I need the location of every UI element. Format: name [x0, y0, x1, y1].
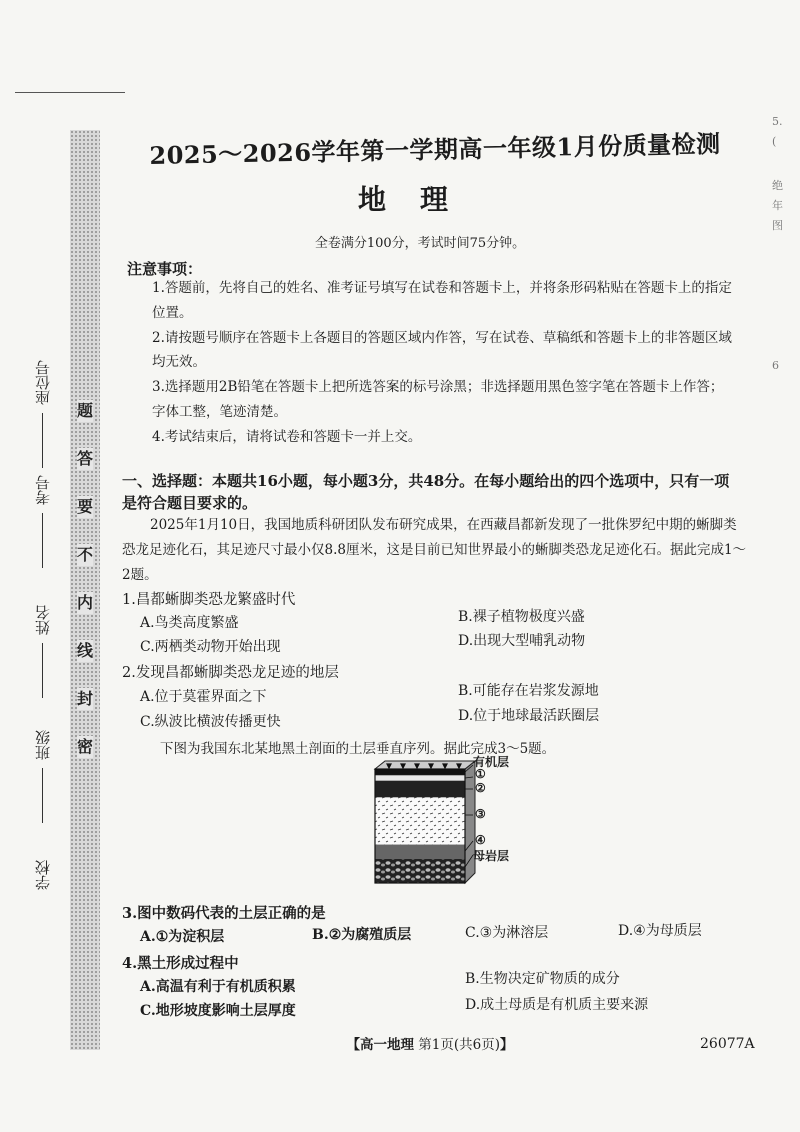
question-1-option-b[interactable]: B.裸子植物极度兴盛 [458, 609, 585, 625]
soil-profile-figure [365, 755, 525, 895]
seat-number-label: 座位号 [33, 360, 52, 405]
next-page-edge [772, 112, 800, 376]
edge-text: 绝 [772, 179, 783, 192]
question-1-option-c[interactable]: C.两栖类动物开始出现 [140, 639, 281, 655]
passage-2: 下图为我国东北某地黑土剖面的土层垂直序列。据此完成3～5题。 [160, 741, 556, 757]
fill-line [42, 513, 43, 568]
class-field[interactable] [28, 730, 56, 823]
soil-profile-diagram [365, 755, 525, 895]
seal-char: 不 [76, 545, 93, 564]
question-3-option-a[interactable]: A.①为淀积层 [140, 929, 225, 945]
footer-bracket: 】 [500, 1037, 514, 1053]
notes-list [152, 276, 734, 450]
exam-number-field[interactable] [28, 475, 56, 568]
question-1-option-d[interactable]: D.出现大型哺乳动物 [458, 633, 586, 649]
note-item: 3.选择题用2B铅笔在答题卡上把所选答案的标号涂黑；非选择题用黑色签字笔在答题卡上作答；字体工整，笔迹清楚。 [152, 379, 724, 420]
question-4-option-c[interactable]: C.地形坡度影响土层厚度 [140, 1003, 296, 1019]
question-3-stem: 3.图中数码代表的土层正确的是 [122, 905, 326, 922]
label-2: ② [475, 781, 486, 795]
edge-text: 年 [772, 199, 783, 212]
bedrock-layer [375, 859, 465, 883]
passage-1: 2025年1月10日，我国地质科研团队发布研究成果，在西藏昌都新发现了一批侏罗纪中期的蜥脚类恐龙足迹化石，其足迹尺寸最小仅8.8厘米，这是目前已知世界最小的蜥脚类恐龙足迹化石。据此完成1～2题。 [122, 517, 747, 583]
seal-char: 封 [76, 689, 93, 708]
seat-number-field[interactable] [28, 360, 56, 468]
binding-seal-text [72, 400, 98, 758]
name-field[interactable] [28, 605, 56, 698]
seal-char: 答 [76, 449, 93, 468]
label-3: ③ [475, 807, 486, 821]
seal-char: 内 [76, 593, 93, 612]
label-bedrock: 母岩层 [473, 849, 510, 863]
section-heading: 一、选择题：本题共16小题，每小题3分，共48分。在每小题给出的四个选项中，只有一项是符合题目要求的。 [122, 472, 730, 512]
notes-heading: 注意事项： [127, 260, 203, 278]
fill-line [42, 768, 43, 823]
question-4-option-a[interactable]: A.高温有利于有机质积累 [140, 979, 296, 995]
school-field[interactable] [28, 860, 56, 894]
seal-char: 线 [76, 641, 93, 660]
edge-text: 图 [772, 219, 783, 232]
footer-subject: 【高一地理 [346, 1037, 414, 1053]
question-2-option-d[interactable]: D.位于地球最活跃圈层 [458, 708, 600, 724]
question-1-stem: 1.昌都蜥脚类恐龙繁盛时代 [122, 592, 296, 608]
footer-page-number: 第1页(共6页) [418, 1037, 500, 1053]
question-3-option-d[interactable]: D.④为母质层 [618, 923, 702, 939]
exam-meta: 全卷满分100分，考试时间75分钟。 [314, 236, 526, 251]
class-label: 班级 [33, 730, 52, 760]
organic-layer [375, 769, 465, 775]
question-4-option-d[interactable]: D.成土母质是有机质主要来源 [465, 997, 649, 1013]
layer-2 [375, 781, 465, 797]
question-2-option-a[interactable]: A.位于莫霍界面之下 [140, 689, 267, 705]
seal-char: 要 [76, 497, 93, 516]
question-4-stem: 4.黑土形成过程中 [122, 955, 239, 972]
seal-char: 题 [76, 401, 93, 420]
student-info-column [28, 360, 56, 900]
edge-text: 6 [772, 359, 779, 372]
layer-4 [375, 845, 465, 859]
subject-title: 地理 [357, 183, 482, 216]
paper-code: 26077A [700, 1036, 755, 1052]
label-4: ④ [475, 833, 486, 847]
question-3-option-c[interactable]: C.③为淋溶层 [465, 925, 549, 941]
question-3-option-b[interactable]: B.②为腐殖质层 [312, 927, 412, 943]
exam-title: 2025～2026学年第一学期高一年级1月份质量检测 [149, 129, 721, 170]
fill-line [42, 643, 43, 698]
note-item: 2.请按题号顺序在答题卡上各题目的答题区域内作答，写在试卷、草稿纸和答题卡上的非答题区域均无效。 [152, 329, 732, 371]
label-1: ① [475, 767, 486, 781]
seal-char: 密 [76, 737, 93, 756]
question-1-option-a[interactable]: A.鸟类高度繁盛 [140, 615, 239, 631]
edge-text: 5. [772, 115, 783, 128]
page-footer [300, 1033, 560, 1053]
layer-1 [375, 775, 465, 781]
question-2-option-b[interactable]: B.可能存在岩浆发源地 [458, 683, 599, 699]
school-label: 学校 [33, 860, 52, 890]
edge-text: ( [772, 135, 777, 148]
note-item: 1.答题前，先将自己的姓名、准考证号填写在试卷和答题卡上，并将条形码粘贴在答题卡上的指定位置。 [152, 280, 732, 321]
top-rule [15, 92, 125, 93]
fill-line [42, 413, 43, 468]
question-4-option-b[interactable]: B.生物决定矿物质的成分 [465, 971, 620, 987]
label-organic-layer: 有机层 [473, 755, 510, 769]
layer-3 [375, 797, 465, 845]
name-label: 姓名 [33, 605, 52, 635]
question-2-stem: 2.发现昌都蜥脚类恐龙足迹的地层 [122, 665, 339, 681]
exam-number-label: 考号 [33, 475, 52, 505]
question-2-option-c[interactable]: C.纵波比横波传播更快 [140, 714, 281, 730]
note-item: 4.考试结束后，请将试卷和答题卡一并上交。 [152, 428, 422, 445]
